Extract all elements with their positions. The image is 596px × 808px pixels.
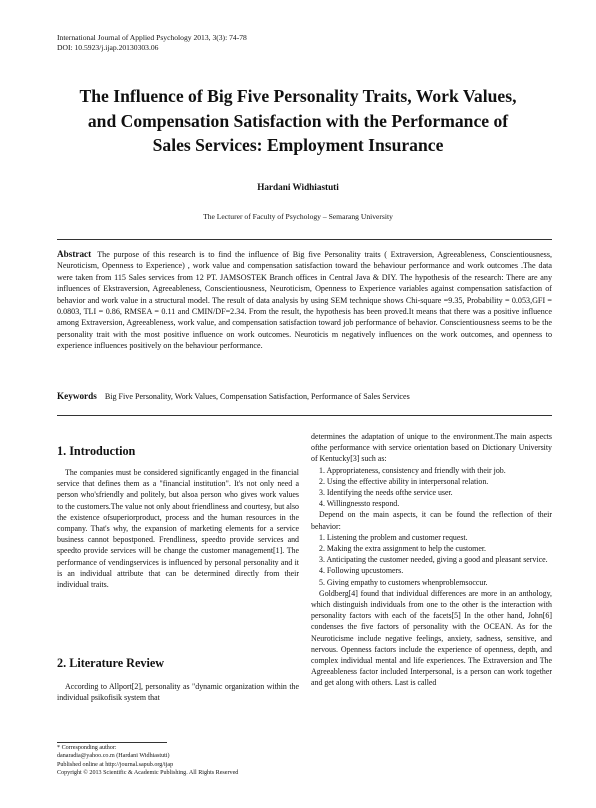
behavior-item-2: 2. Making the extra assignment to help the customer. (319, 544, 486, 554)
abstract-block (57, 249, 552, 352)
keywords-block (57, 391, 552, 401)
section-heading-literature-review: 2. Literature Review (57, 656, 165, 670)
abstract-label: Abstract (57, 249, 92, 259)
title-line-1: The Influence of Big Five Personality Traits, Work Values, (79, 86, 517, 106)
introduction-body (57, 467, 299, 590)
divider-top (57, 239, 552, 240)
footnote-corresponding: * Corresponding author: (57, 745, 117, 751)
literature-paragraph: According to Allport[2], personality as "dynamic organization within the individual psikofisik system that (57, 682, 299, 703)
section-heading-introduction: 1. Introduction (57, 444, 136, 458)
keywords-text: Big Five Personality, Work Values, Compensation Satisfaction, Performance of Sales Services (104, 392, 410, 401)
aspect-item-1: 1. Appropriateness, consistency and friendly with their job. (319, 465, 506, 475)
footnote-published: Published online at http://journal.sapub.org/ijap (57, 761, 174, 768)
behavior-item-5: 5. Giving empathy to customers whenproblemsoccur. (319, 577, 488, 587)
introduction-paragraph: The companies must be considered significantly engaged in the financial service that defines them as a "financial institution". It's not only need a person who'sfriendly and politely, but alsoa person who gives work values to the customers.The value not only about friendliness and courtesy, but also the existence ofsuperiorproduct, process and the human resources in the company. That's why, the expansion of marketing elements for a service business cannot bepostponed. Frendliness, speedto provide services and speedto provide services will be change the customer management[1]. The performance of vendingservices is influenced by personal personality and it is an individual attribute that can be determined directly from their individual traits. (57, 468, 299, 590)
footnote (57, 744, 299, 778)
title-line-2: and Compensation Satisfaction with the Performance of (87, 110, 509, 131)
behavior-item-1: 1. Listening the problem and customer request. (319, 532, 468, 542)
abstract-text: The purpose of this research is to find the influence of Big five Personality traits ( Extraversion, Agreeableness, Conscientiousness, Neuroticism, Openness to Experience) , work value and compensation satisfaction toward the behaviour performance and work outcomes .The data were taken from 115 Sales services from 12 PT. JAMSOSTEK Branch offices in Central Java & DIY. The hypothesis of the research: There are any influences of Ekstraversion, Agreeableness, Conscientiousness, Neuroticism, Openness to Experience variables against compensation satisfaction of behavior and work value in a structural model. The result of data analysis by using SEM technique shows Chi-square =9.35, Probability = 0.053,GFI = 0.0803, TLI = 0.86, RMSEA = 0.11 and CMIN/DF=2.34. From the result, the hypothesis has been proved.It means that there was a positive influence among Extraversion, Agreeableness, work value, and compensation satisfaction toward job performance of behavior. Conscientiousness seems to be the personality trait with the most positive influence on work outcomes. Neuroticis m negatively influences on the work outcomes, and openness to experience influences positively on the behaviour performance. (57, 250, 552, 351)
right-paragraph-1: determines the adaptation of unique to the environment.The main aspects ofthe performance with service orientation based on Dictionary University of Kentucky[3] such as: (311, 432, 552, 464)
journal-header (57, 33, 247, 53)
aspect-item-4: 4. Willingnessto respond. (319, 499, 400, 509)
paper-title (40, 84, 556, 158)
divider-bottom (57, 415, 552, 416)
author-affiliation: The Lecturer of Faculty of Psychology – Semarang University (203, 212, 393, 221)
author-name: Hardani Widhiastuti (257, 182, 339, 192)
footnote-email: danaradia@yahoo.co.m (Hardani Widhiastuti) (57, 753, 170, 760)
behavior-item-3: 3. Anticipating the customer needed, giving a good and pleasant service. (319, 555, 548, 565)
aspect-item-3: 3. Identifying the needs ofthe service user. (319, 488, 453, 498)
behavior-item-4: 4. Following upcustomers. (319, 566, 404, 576)
footnote-copyright: Copyright © 2013 Scientific & Academic Publishing. All Rights Reserved (57, 770, 239, 777)
doi: DOI: 10.5923/j.ijap.20130303.06 (57, 43, 159, 52)
title-line-3: Sales Services: Employment Insurance (152, 135, 444, 155)
right-paragraph-3: Goldberg[4] found that individual differences are more in an anthology, which distinguish individuals from one to the other is the interaction with personality factors with each of the facets[5] In the other hand, John[6] condenses the five factors of personality with the OCEAN. As for the Neuroticisme include negative feelings, anxiety, sadness, sensitive, and nervous. Openness factors include the experience of openness, depth, and complex individual mental and life experiences. The Extraversion and The Agreeableness factor included Interpersonal, is a person can work together and get along with others. Last is called (311, 588, 552, 688)
right-column (311, 431, 552, 689)
journal-citation: International Journal of Applied Psychology 2013, 3(3): 74-78 (57, 33, 247, 42)
aspect-item-2: 2. Using the effective ability in interpersonal relation. (319, 476, 489, 486)
keywords-label: Keywords (57, 391, 97, 401)
right-paragraph-2: Depend on the main aspects, it can be found the reflection of their behavior: (311, 510, 552, 531)
literature-review-body (57, 681, 299, 703)
footnote-rule (57, 742, 167, 743)
